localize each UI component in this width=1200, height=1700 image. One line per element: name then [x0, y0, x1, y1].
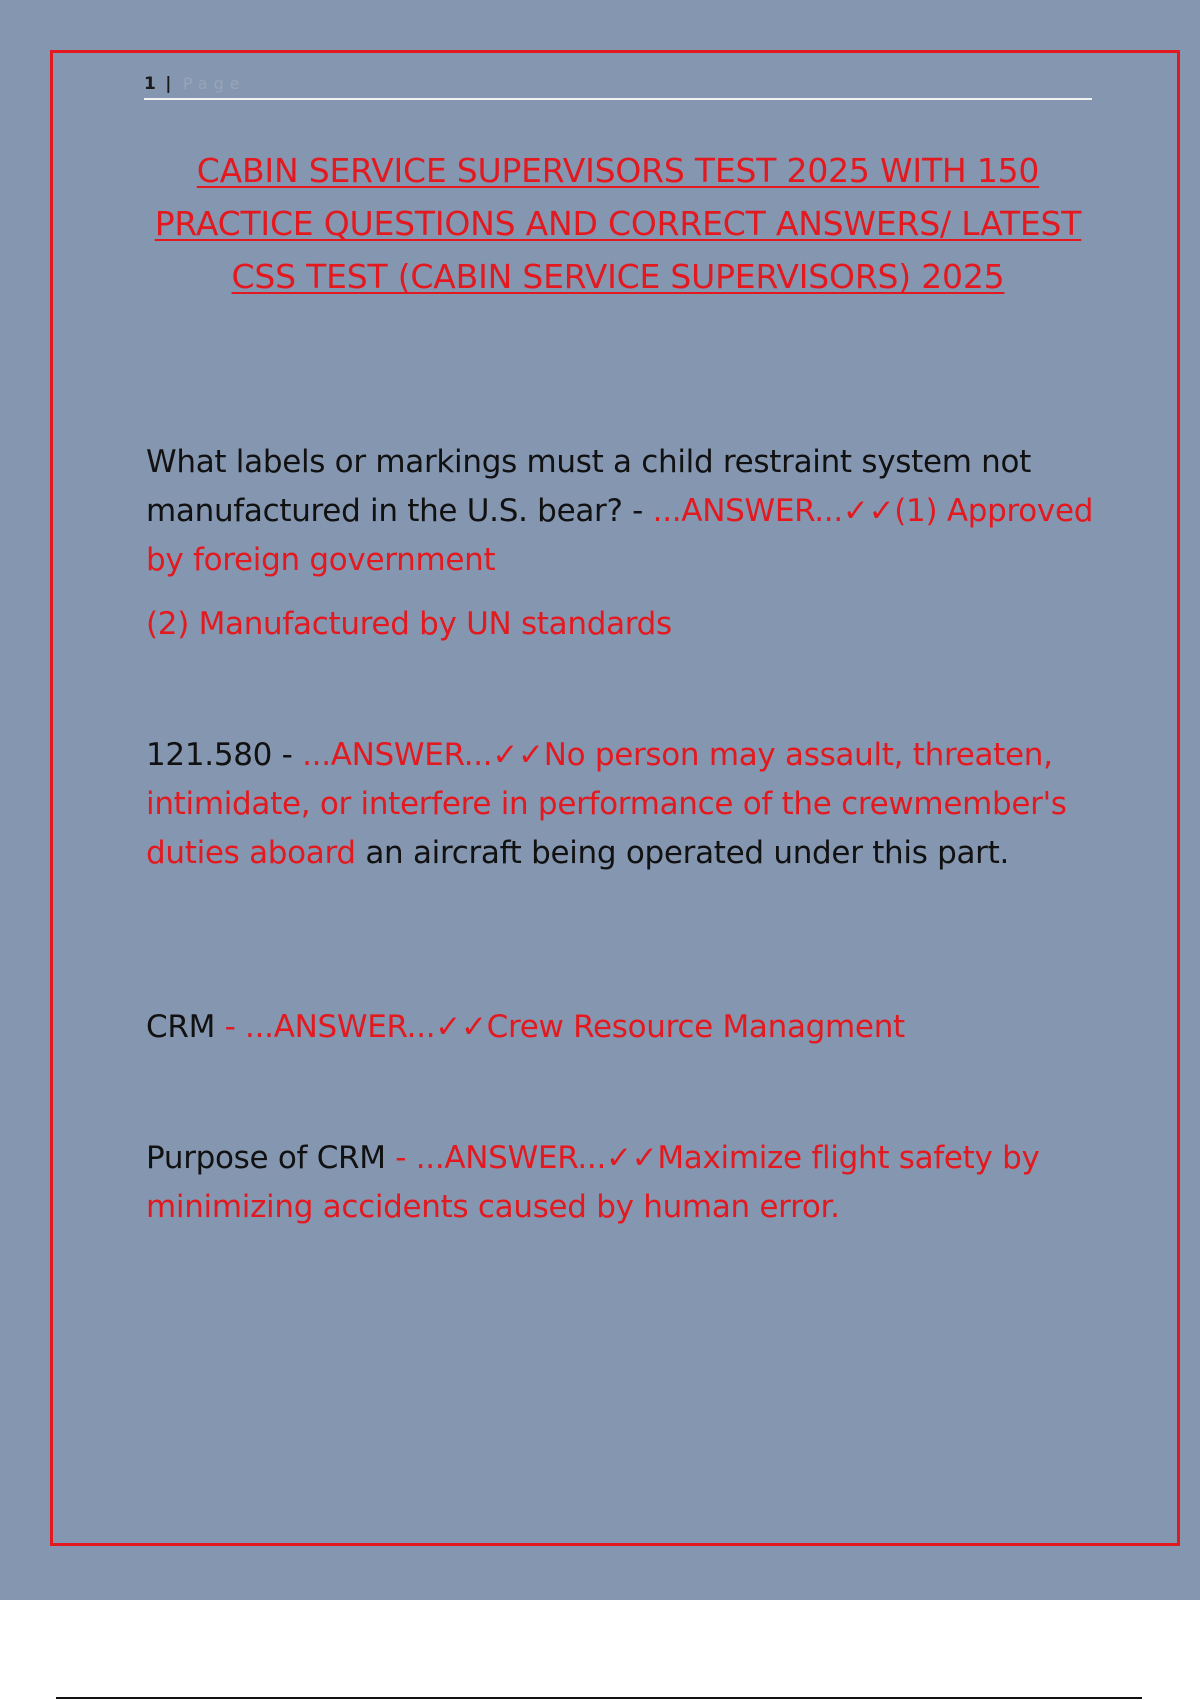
- answer-text: ...ANSWER...✓✓No person may assault, threaten, intimidate, or interfere in performance of the crewmember's duties aboard: [146, 737, 1067, 871]
- page-number-separator: |: [165, 74, 172, 94]
- question-text: 121.580 -: [146, 737, 303, 773]
- qa-item-crm: [146, 1003, 1096, 1052]
- answer-text: ...ANSWER...✓✓(1) Approved by foreign government: [146, 493, 1094, 578]
- footer-rule: [56, 1697, 1142, 1699]
- answer-text-continued: (2) Manufactured by UN standards: [146, 606, 672, 642]
- answer-text-tail: an aircraft being operated under this part.: [355, 835, 1010, 871]
- question-text: Purpose of CRM: [146, 1140, 386, 1176]
- qa-item-121-580: [146, 731, 1096, 878]
- question-text: What labels or markings must a child restraint system not manufactured in the U.S. bear? -: [146, 444, 1032, 529]
- answer-text: - ...ANSWER...✓✓Maximize flight safety by minimizing accidents caused by human error.: [146, 1140, 1040, 1225]
- answer-text: - ...ANSWER...✓✓Crew Resource Managment: [215, 1009, 905, 1045]
- page-label: Page: [182, 74, 246, 93]
- question-text: CRM: [146, 1009, 216, 1045]
- qa-item-child-restraint: [146, 438, 1096, 585]
- document-title: CABIN SERVICE SUPERVISORS TEST 2025 WITH 150 PRACTICE QUESTIONS AND CORRECT ANSWERS/ LATEST CSS TEST (CABIN SERVICE SUPERVISORS) 2025: [154, 151, 1082, 296]
- page-header: [144, 72, 1092, 100]
- page-number: 1: [144, 74, 156, 94]
- qa-item-purpose-of-crm: [146, 1134, 1096, 1232]
